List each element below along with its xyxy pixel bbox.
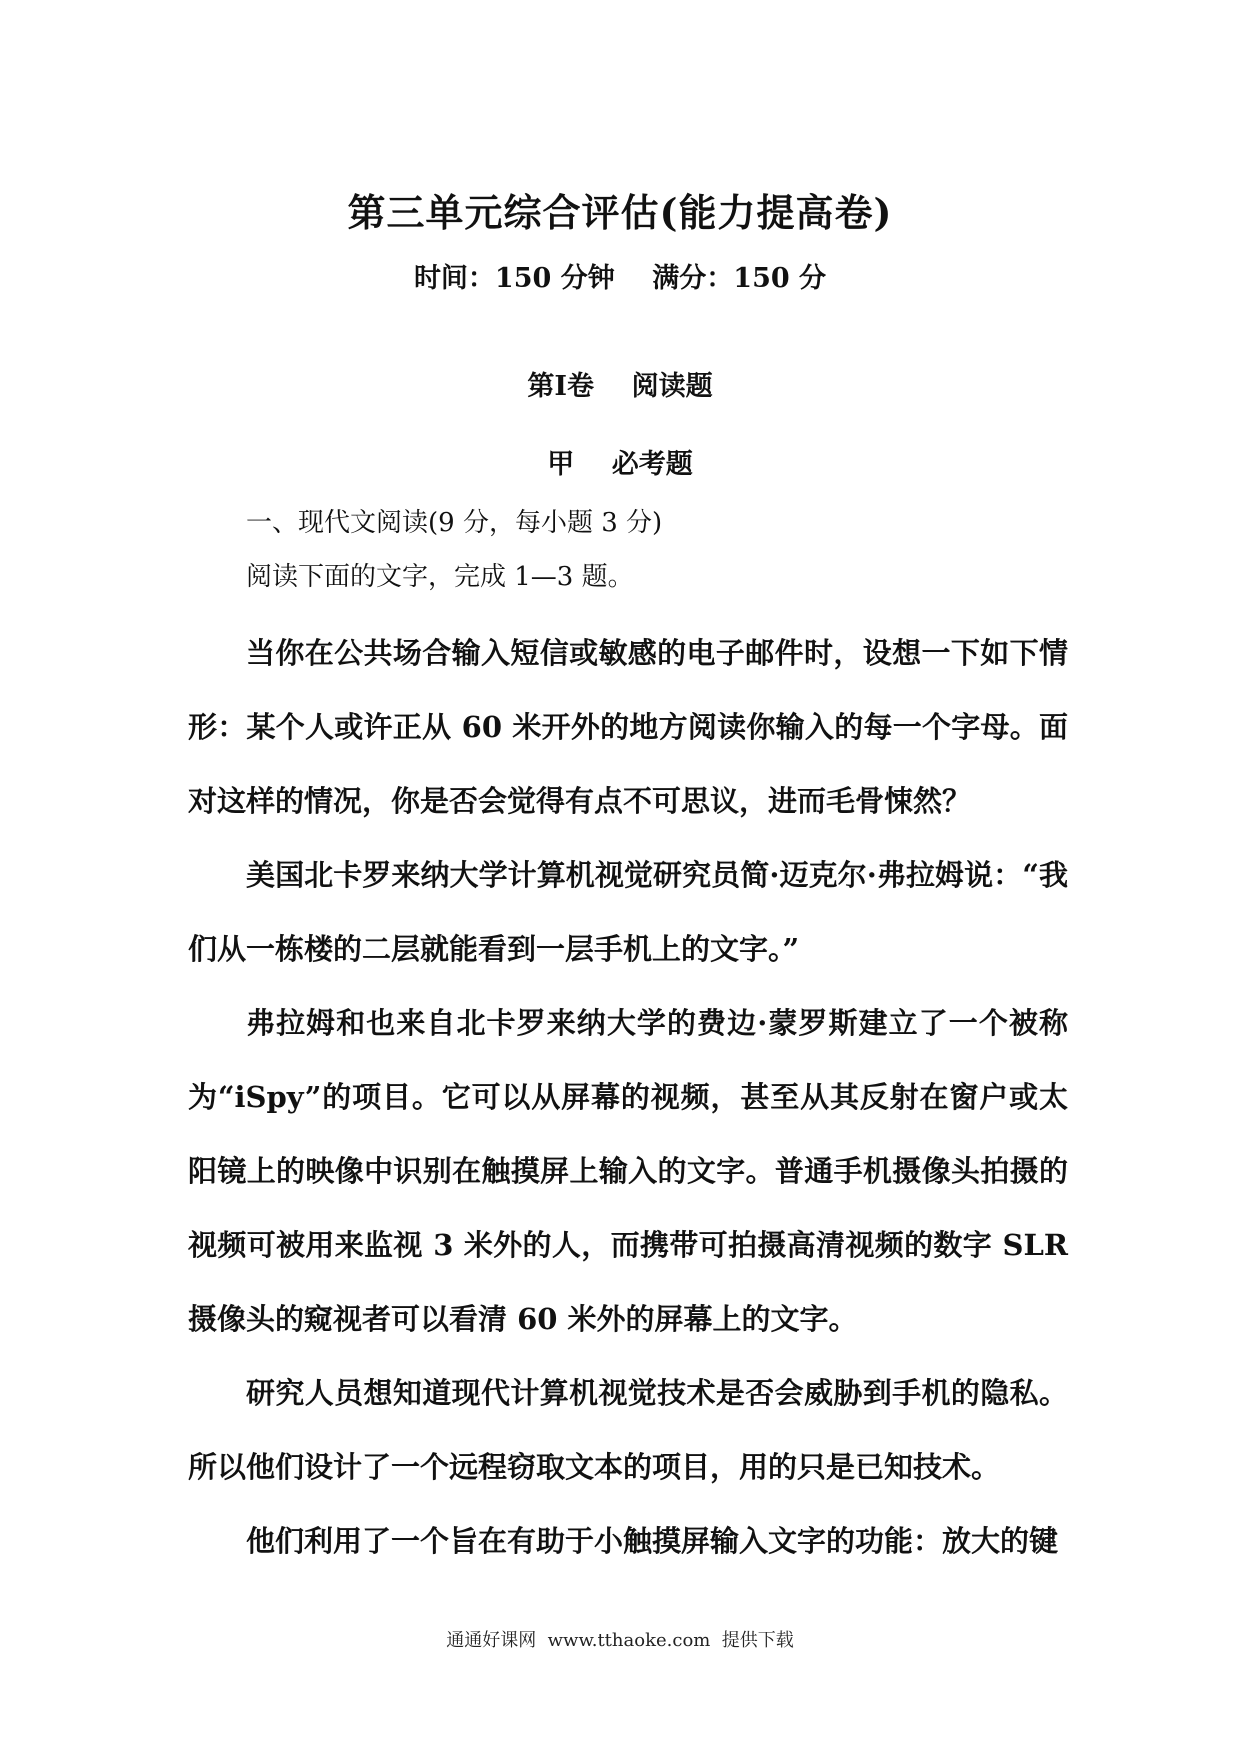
reading-instruction: 阅读下面的文字，完成 1—3 题。 [246, 562, 634, 592]
passage-paragraph: 美国北卡罗来纳大学计算机视觉研究员简·迈克尔·弗拉姆说：“我们从一栋楼的二层就能看到一层手机上的文字。” [188, 858, 1068, 966]
reading-passage [188, 616, 1068, 1578]
section-heading: 甲 必考题 [547, 449, 693, 480]
page-footer: 通通好课网 www.tthaoke.com 提供下载 [446, 1630, 794, 1651]
document-title: 第三单元综合评估(能力提高卷) [347, 190, 893, 235]
passage-paragraph: 当你在公共场合输入短信或敏感的电子邮件时，设想一下如下情形：某个人或许正从 60 米开外的地方阅读你输入的每一个字母。面对这样的情况，你是否会觉得有点不可思议，进而毛骨悚然？ [188, 636, 1068, 818]
passage-paragraph: 弗拉姆和也来自北卡罗来纳大学的费边·蒙罗斯建立了一个被称为“iSpy”的项目。它可以从屏幕的视频，甚至从其反射在窗户或太阳镜上的映像中识别在触摸屏上输入的文字。普通手机摄像头拍摄的视频可被用来监视 3 米外的人，而携带可拍摄高清视频的数字 SLR 摄像头的窥视者可以看清 60 米外的屏幕上的文字。 [188, 1006, 1068, 1336]
question-heading: 一、现代文阅读(9 分，每小题 3 分) [246, 508, 663, 538]
passage-paragraph: 他们利用了一个旨在有助于小触摸屏输入文字的功能：放大的键 [246, 1524, 1059, 1558]
passage-paragraph: 研究人员想知道现代计算机视觉技术是否会威胁到手机的隐私。所以他们设计了一个远程窃取文本的项目，用的只是已知技术。 [188, 1376, 1068, 1484]
exam-time-and-score: 时间：150 分钟 满分：150 分 [413, 263, 827, 294]
volume-heading: 第Ⅰ卷 阅读题 [527, 371, 713, 402]
